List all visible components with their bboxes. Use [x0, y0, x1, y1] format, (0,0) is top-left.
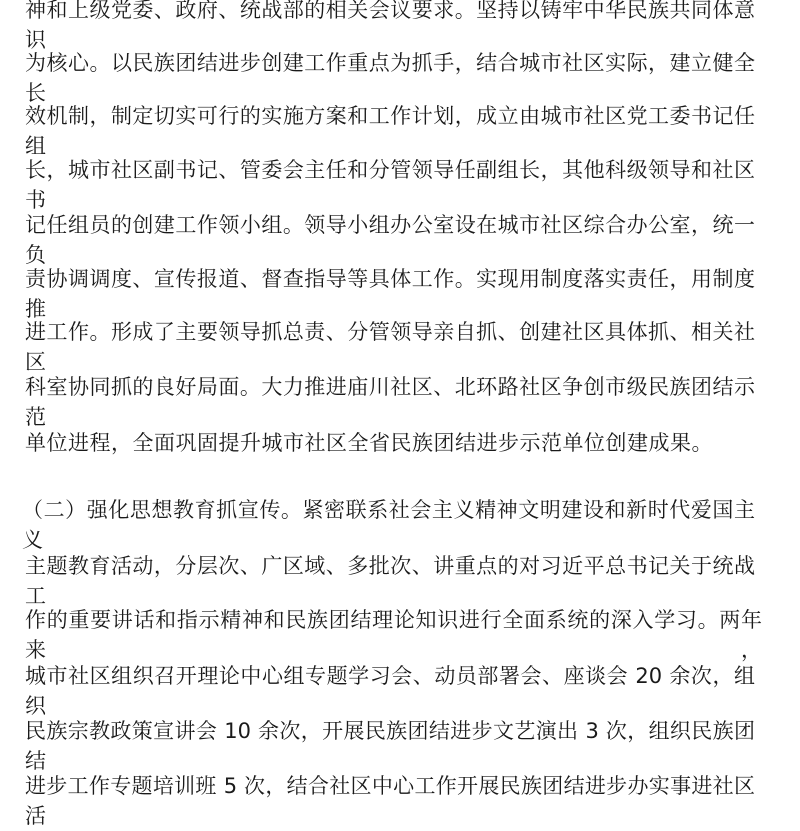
text-line: 单位进程，全面巩固提升城市社区全省民族团结进步示范单位创建成果。 [25, 431, 713, 455]
text-line: 进步工作专题培训班 5 次，结合社区中心工作开展民族团结进步办实事进社区活 [25, 774, 755, 828]
text-line: 神和上级党委、政府、统战部的相关会议要求。坚持以铸牢中华民族共同体意识 [25, 0, 755, 52]
text-line: 主题教育活动，分层次、广区域、多批次、讲重点的对习近平总书记关于统战工 [25, 554, 755, 608]
text-line: 科室协同抓的良好局面。大力推进庙川社区、北环路社区争创市级民族团结示范 [25, 375, 755, 429]
section-heading-line: （二）强化思想教育抓宣传。紧密联系社会主义精神文明建设和新时代爱国主义 [22, 498, 755, 552]
text-line: 效机制，制定切实可行的实施方案和工作计划，成立由城市社区党工委书记任组 [25, 104, 755, 158]
text-line: 作的重要讲话和指示精神和民族团结理论知识进行全面系统的深入学习。两年来， [25, 608, 762, 662]
text-line: 进工作。形成了主要领导抓总责、分管领导亲自抓、创建社区具体抓、相关社区 [25, 320, 755, 374]
text-line: 责协调调度、宣传报道、督查指导等具体工作。实现用制度落实责任，用制度推 [25, 267, 755, 321]
text-line: 为核心。以民族团结进步创建工作重点为抓手，结合城市社区实际，建立健全长 [25, 51, 755, 105]
text-line: 城市社区组织召开理论中心组专题学习会、动员部署会、座谈会 20 余次，组织 [25, 664, 755, 718]
text-line: 记任组员的创建工作领小组。领导小组办公室设在城市社区综合办公室，统一负 [25, 213, 755, 267]
text-line: 长，城市社区副书记、管委会主任和分管领导任副组长，其他科级领导和社区书 [25, 158, 755, 212]
text-line: 民族宗教政策宣讲会 10 余次，开展民族团结进步文艺演出 3 次，组织民族团结 [25, 719, 755, 773]
